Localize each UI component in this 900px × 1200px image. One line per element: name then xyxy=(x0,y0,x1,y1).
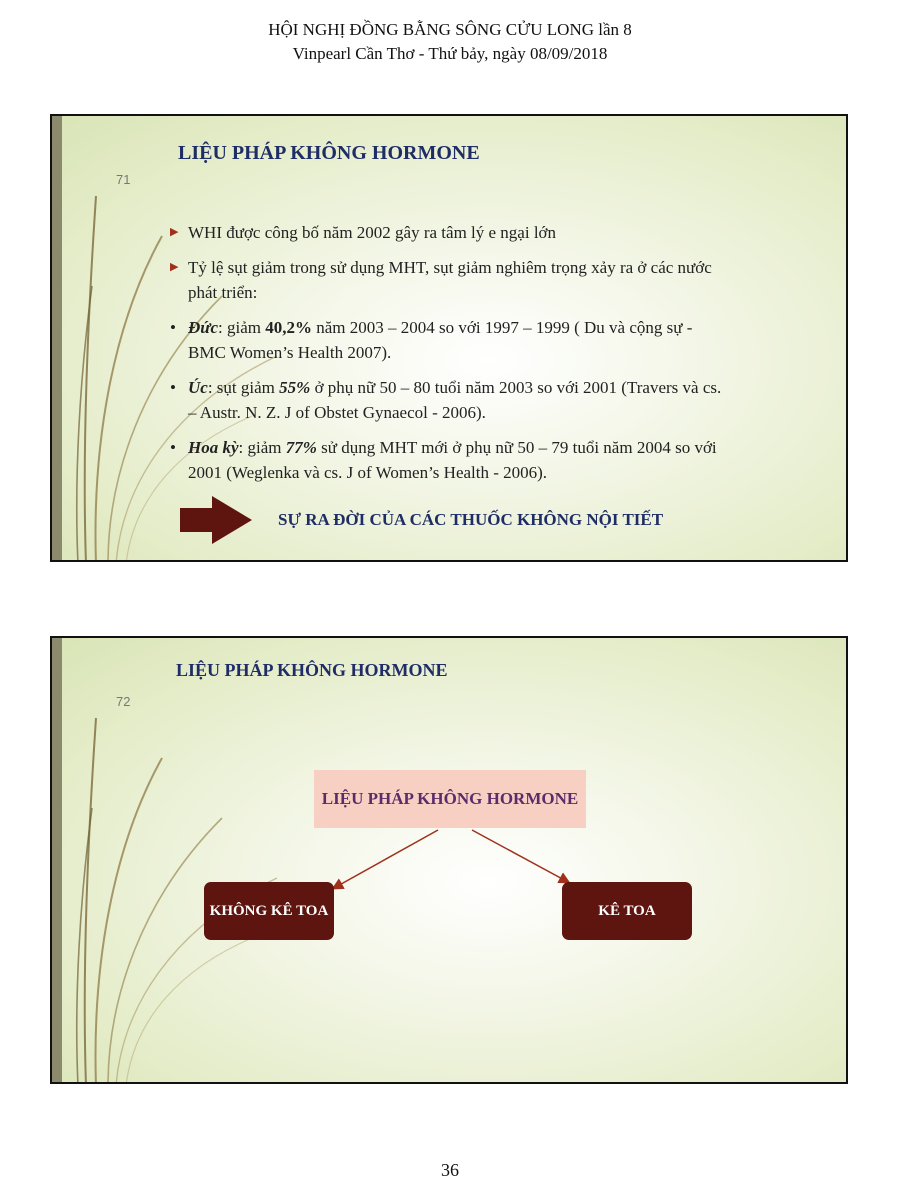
slide-title: LIỆU PHÁP KHÔNG HORMONE xyxy=(176,660,448,680)
page-number: 36 xyxy=(441,1160,459,1180)
percent-value: 40,2% xyxy=(265,318,312,337)
country-name: Úc xyxy=(188,378,208,397)
bullet-text: : giảm xyxy=(218,318,266,337)
bullet-text: WHI được công bố năm 2002 gây ra tâm lý e ngại lớn xyxy=(188,223,557,242)
arrow-bullet xyxy=(170,255,730,305)
dot-bullet xyxy=(170,315,730,365)
slide-72 xyxy=(50,636,848,1084)
bullet-text: Tỷ lệ sụt giảm trong sử dụng MHT, sụt giảm nghiêm trọng xảy ra ở các nước phát triển: xyxy=(188,258,712,302)
dot-bullet-icon: • xyxy=(170,318,176,337)
dot-bullet xyxy=(170,435,730,485)
left-node: KHÔNG KÊ TOA xyxy=(204,882,334,940)
country-name: Đức xyxy=(188,318,219,337)
header-line-2: Vinpearl Cần Thơ - Thứ bảy, ngày 08/09/2018 xyxy=(292,44,608,63)
bullet-text: sử dụng MHT mới ở phụ nữ 50 – 79 tuổi năm 2004 so với 2001 (Weglenka và cs. J of Women’s Health - 2006). xyxy=(188,438,717,482)
country-name: Hoa kỳ xyxy=(188,438,239,457)
grass-decoration xyxy=(52,638,292,1084)
arrow-to-right-box xyxy=(472,830,568,882)
percent-value: 77% xyxy=(285,438,317,457)
bullet-text: ở phụ nữ 50 – 80 tuổi năm 2003 so với 2001 (Travers và cs. – Austr. N. Z. J of Obstet Gynaecol - 2006). xyxy=(188,378,722,422)
slide-title: LIỆU PHÁP KHÔNG HORMONE xyxy=(178,142,480,164)
slide-number: 72 xyxy=(116,694,131,709)
header-line-1: HỘI NGHỊ ĐỒNG BẰNG SÔNG CỬU LONG lần 8 xyxy=(268,20,632,39)
center-node: LIỆU PHÁP KHÔNG HORMONE xyxy=(314,770,586,828)
right-arrow-icon xyxy=(180,496,252,544)
bullet-text: năm 2003 – 2004 so với 1997 – 1999 ( Du và cộng sự - BMC Women’s Health 2007). xyxy=(188,318,693,362)
arrow-bullet xyxy=(170,220,730,245)
arrow-to-left-box xyxy=(334,830,438,888)
slide-number: 71 xyxy=(116,172,131,187)
dot-bullet xyxy=(170,375,730,425)
dot-bullet-icon: • xyxy=(170,438,176,457)
bullet-text: : giảm xyxy=(238,438,286,457)
bullet-text: : sụt giảm xyxy=(207,378,280,397)
bullet-list xyxy=(170,220,730,495)
percent-value: 55% xyxy=(279,378,311,397)
document-header xyxy=(0,18,900,66)
right-node: KÊ TOA xyxy=(562,882,692,940)
conclusion-text: SỰ RA ĐỜI CỦA CÁC THUỐC KHÔNG NỘI TIẾT xyxy=(278,510,664,529)
triangle-bullet-icon: ▶ xyxy=(170,261,179,273)
dot-bullet-icon: • xyxy=(170,378,176,397)
slide-71 xyxy=(50,114,848,562)
triangle-bullet-icon: ▶ xyxy=(170,226,179,238)
